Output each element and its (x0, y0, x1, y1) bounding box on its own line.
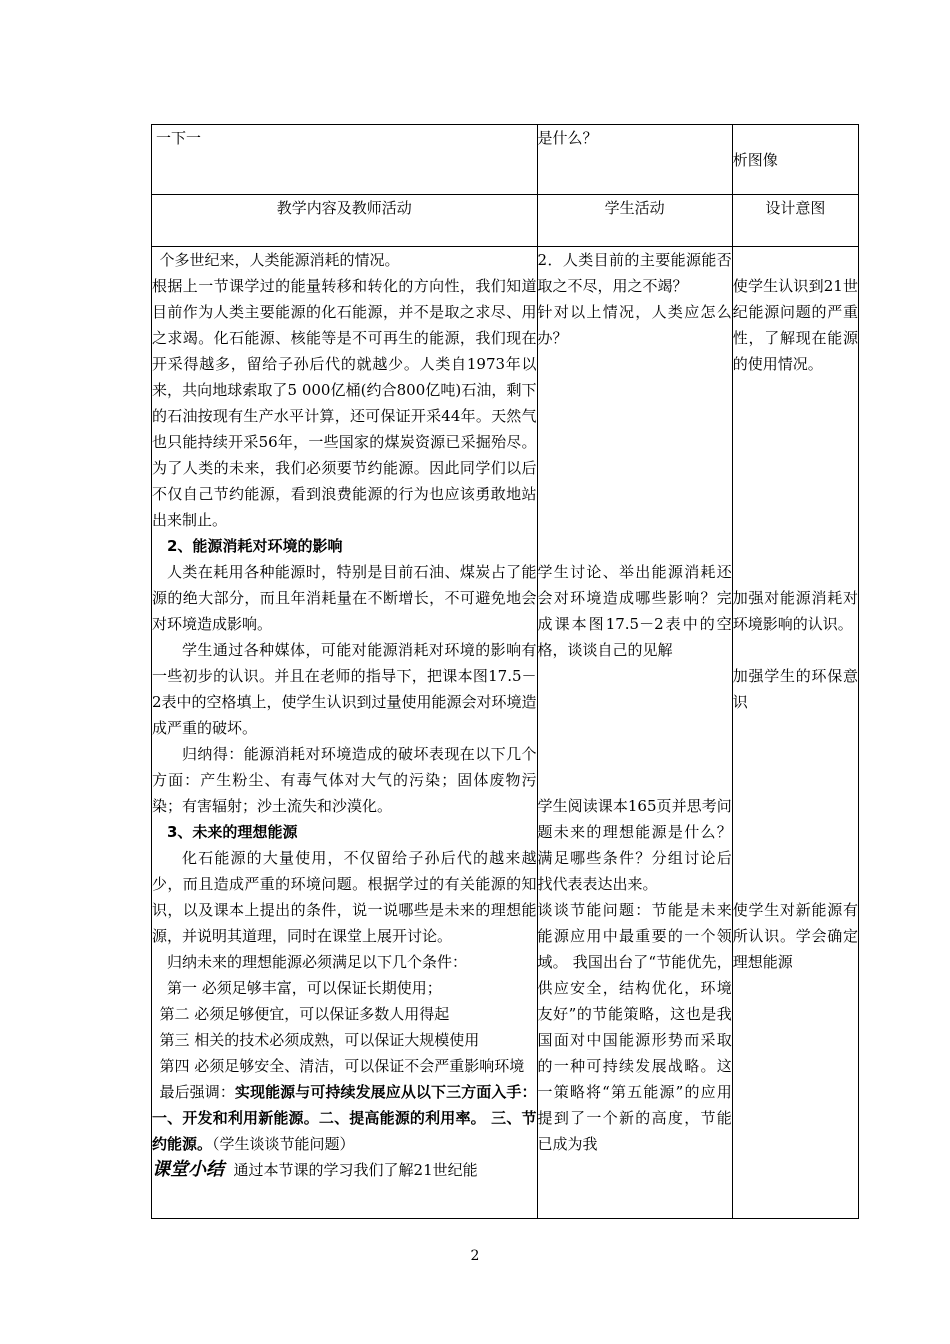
continuation-design-cell (732, 125, 858, 195)
condition-3: 第三 相关的技术必须成熟，可以保证大规模使用 (159, 1031, 480, 1049)
continuation-teacher-cell (152, 125, 538, 195)
design-intent-3: 加强学生的环保意识 (732, 667, 858, 711)
summary-text: 通过本节课的学习我们了解21世纪能 (233, 1161, 478, 1179)
design-intent-cell (732, 247, 858, 1219)
student-question-2: 2．人类目前的主要能源能否取之不尽，用之不竭？ (537, 251, 732, 295)
teacher-para-ideal: 化石能源的大量使用，不仅留给子孙后代的越来越少，而且造成严重的环境问题。根据学过的有关能源的知识，以及课本上提出的条件，说一说哪些是未来的理想能源，并说明其道理，同时在课堂上展开讨论。 (152, 849, 537, 945)
student-discussion-environment: 学生讨论、举出能源消耗还会对环境造成哪些影响？完成课本图17.5－2表中的空格，谈谈自己的见解 (537, 563, 732, 659)
teacher-para-summary-damage: 归纳得：能源消耗对环境造成的破坏表现在以下几个方面：产生粉尘、有毒气体对大气的污染；固体废物污染；有害辐射；沙土流失和沙漠化。 (152, 745, 537, 815)
header-design: 设计意图 (732, 195, 858, 247)
continuation-teacher-text: 一下一 (156, 129, 202, 147)
teacher-para-media: 学生通过各种媒体，可能对能源消耗对环境的影响有一些初步的认识。并且在老师的指导下，把课本图17.5－2表中的空格填上，使学生认识到过量使用能源会对环境造成严重的破坏。 (152, 641, 537, 737)
teacher-para-impact: 人类在耗用各种能源时，特别是目前石油、煤炭占了能源的绝大部分，而且年消耗量在不断增长，不可避免地会对环境造成影响。 (152, 563, 537, 633)
student-question-what-to-do: 针对以上情况，人类应怎么办？ (537, 303, 732, 347)
design-intent-1: 使学生认识到21世纪能源问题的严重性，了解现在能源的使用情况。 (732, 277, 858, 373)
design-intent-4: 使学生对新能源有所认识。学会确定理想能源 (732, 901, 858, 971)
continuation-student-cell (537, 125, 732, 195)
continuation-student-text: 是什么？ (537, 129, 598, 147)
student-activity-cell (537, 247, 732, 1219)
content-row (152, 247, 859, 1219)
student-reading-task: 学生阅读课本165页并思考问题未来的理想能源是什么？满足哪些条件？分组讨论后找代表表达出来。 (537, 797, 732, 893)
page-number: 2 (470, 1248, 480, 1264)
section-heading-environment: 2、能源消耗对环境的影响 (167, 537, 343, 555)
summary-label: 课堂小结 (152, 1159, 224, 1180)
teacher-para-emphasis: 最后强调：实现能源与可持续发展应从以下三方面入手：一、开发和利用新能源。二、提高能源的利用率。 三、节约能源。（学生谈谈节能问题） (152, 1083, 537, 1153)
header-teacher: 教学内容及教师活动 (152, 195, 538, 247)
header-student: 学生活动 (537, 195, 732, 247)
design-intent-2: 加强对能源消耗对环境影响的认识。 (732, 589, 858, 633)
condition-1: 第一 必须足够丰富，可以保证长期使用； (167, 979, 442, 997)
lesson-plan-table (151, 124, 859, 1219)
student-energy-saving: 谈谈节能问题：节能是未来能源应用中最重要的一个领域。 我国出台了“节能优先，供应安全，结构优化，环境友好”的节能策略，这也是我国面对中国能源形势而采取的一种可持续发展战略。这一策略将“第五能源”的应用提到了一个新的高度，节能已成为我 (537, 901, 732, 1153)
continuation-row (152, 125, 859, 195)
continuation-design-text: 析图像 (732, 151, 778, 169)
teacher-para-fossil: 根据上一节课学过的能量转移和转化的方向性，我们知道目前作为人类主要能源的化石能源，并不是取之求尽、用之求竭。化石能源、核能等是不可再生的能源，我们现在开采得越多，留给子孙后代的就越少。人类自1973年以来，共向地球索取了5 000亿桶(约合800亿吨)石油，剩下的石油按现有生产水平计算，还可保证开采44年。天然气也只能持续开采56年，一些国家的煤炭资源已采掘殆尽。为了人类的未来，我们必须要节约能源。因此同学们以后不仅自己节约能源，看到浪费能源的行为也应该勇敢地站出来制止。 (152, 277, 537, 529)
condition-2: 第二 必须足够便宜，可以保证多数人用得起 (159, 1005, 450, 1023)
class-summary (152, 1157, 537, 1183)
teacher-intro-line: 个多世纪来，人类能源消耗的情况。 (159, 251, 400, 269)
header-row (152, 195, 859, 247)
section-heading-ideal-energy: 3、未来的理想能源 (167, 823, 298, 841)
teacher-para-conditions: 归纳未来的理想能源必须满足以下几个条件： (167, 953, 468, 971)
teacher-activity-cell (152, 247, 538, 1219)
condition-4: 第四 必须足够安全、清洁，可以保证不会严重影响环境 (159, 1057, 525, 1075)
